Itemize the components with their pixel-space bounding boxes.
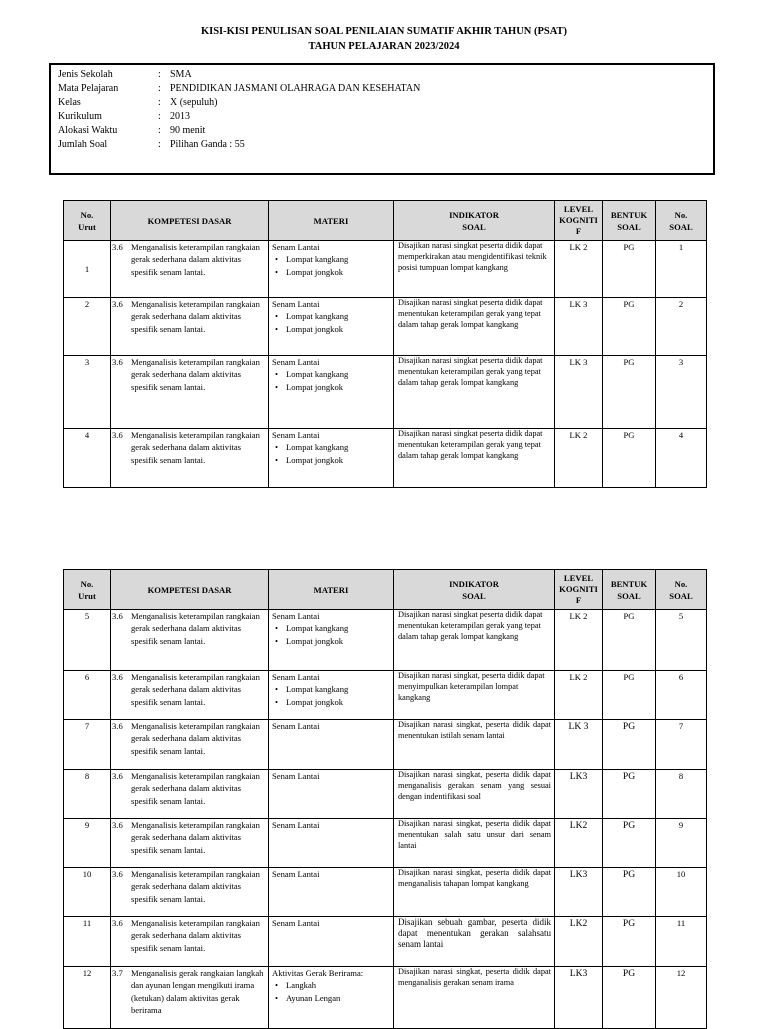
- table-row: [64, 298, 707, 356]
- table-row: [64, 356, 707, 429]
- kd-cell: 3.6 Menganalisis keterampilan rangkaian gerak sederhana dalam aktivitas spesifik senam lantai.: [111, 819, 269, 868]
- kd-cell: 3.6 Menganalisis keterampilan rangkaian gerak sederhana dalam aktivitas spesifik senam lantai.: [111, 868, 269, 917]
- materi-cell: Senam Lantai: [269, 819, 394, 868]
- level-cell: LK3: [555, 770, 603, 819]
- materi-cell: Senam Lantai: [269, 720, 394, 770]
- table-row: [64, 610, 707, 671]
- level-cell: LK 3: [555, 298, 603, 356]
- indikator-cell: Disajikan narasi singkat peserta didik dapat memperkirakan atau mengidentifikasi teknik posisi tumpuan lompat kangkang: [394, 241, 555, 298]
- no-soal-cell: 12: [656, 967, 707, 1029]
- kisi-table-1: [63, 200, 707, 488]
- materi-cell: Senam Lantai • Lompat kangkang • Lompat jongkok: [269, 298, 394, 356]
- bentuk-cell: PG: [603, 429, 656, 488]
- level-cell: LK3: [555, 967, 603, 1029]
- materi-cell: Aktivitas Gerak Berirama: • Langkah • Ayunan Lengan: [269, 967, 394, 1029]
- kd-cell: 3.6 Menganalisis keterampilan rangkaian gerak sederhana dalam aktivitas spesifik senam lantai.: [111, 917, 269, 967]
- header-indikator: INDIKATOR SOAL: [394, 201, 555, 241]
- materi-cell: Senam Lantai: [269, 917, 394, 967]
- indikator-cell: Disajikan narasi singkat peserta didik dapat menentukan keterampilan gerak yang tepat dalam tahap gerak lompat kangkang: [394, 298, 555, 356]
- row-number: 7: [64, 720, 111, 770]
- table-row: [64, 720, 707, 770]
- row-number: 3: [64, 356, 111, 429]
- no-soal-cell: 9: [656, 819, 707, 868]
- kd-cell: 3.6 Menganalisis keterampilan rangkaian gerak sederhana dalam aktivitas spesifik senam lantai.: [111, 671, 269, 720]
- materi-cell: Senam Lantai • Lompat kangkang • Lompat jongkok: [269, 610, 394, 671]
- bentuk-cell: PG: [603, 298, 656, 356]
- indikator-cell: Disajikan narasi singkat, peserta didik dapat menganalisis gerakan senam yang sesuai dengan indentifikasi soal: [394, 770, 555, 819]
- header-materi: MATERI: [269, 570, 394, 610]
- indikator-cell: Disajikan narasi singkat, peserta didik dapat menentukan istilah senam lantai: [394, 720, 555, 770]
- kd-cell: 3.6 Menganalisis keterampilan rangkaian gerak sederhana dalam aktivitas spesifik senam lantai.: [111, 356, 269, 429]
- indikator-cell: Disajikan narasi singkat peserta didik dapat menentukan keterampilan gerak yang tepat dalam tahap gerak lompat kangkang: [394, 610, 555, 671]
- indikator-cell: Disajikan narasi singkat peserta didik dapat menentukan keterampilan gerak yang tepat dalam tahap gerak lompat kangkang: [394, 356, 555, 429]
- bentuk-cell: PG: [603, 356, 656, 429]
- no-soal-cell: 2: [656, 298, 707, 356]
- indikator-cell: Disajikan narasi singkat, peserta didik dapat menyimpulkan keterampilan lompat kangkang: [394, 671, 555, 720]
- kd-cell: 3.6 Menganalisis keterampilan rangkaian gerak sederhana dalam aktivitas spesifik senam lantai.: [111, 720, 269, 770]
- table-row: [64, 241, 707, 298]
- no-soal-cell: 11: [656, 917, 707, 967]
- level-cell: LK3: [555, 868, 603, 917]
- info-row-mata-pelajaran: Mata Pelajaran : PENDIDIKAN JASMANI OLAHRAGA DAN KESEHATAN: [58, 83, 421, 94]
- bentuk-cell: PG: [603, 917, 656, 967]
- materi-cell: Senam Lantai • Lompat kangkang • Lompat jongkok: [269, 241, 394, 298]
- table-header-row: [64, 201, 707, 241]
- level-cell: LK 2: [555, 429, 603, 488]
- bentuk-cell: PG: [603, 720, 656, 770]
- table-row: [64, 429, 707, 488]
- row-number: 11: [64, 917, 111, 967]
- info-row-alokasi-waktu: Alokasi Waktu : 90 menit: [58, 125, 206, 136]
- header-no-soal: No. SOAL: [656, 201, 707, 241]
- table-row: [64, 671, 707, 720]
- header-kompetensi-dasar: KOMPETESI DASAR: [111, 570, 269, 610]
- indikator-cell: Disajikan sebuah gambar, peserta didik dapat menentukan gerakan salahsatu senam lantai: [394, 917, 555, 967]
- header-no-urut: No. Urut: [64, 570, 111, 610]
- row-number: 4: [64, 429, 111, 488]
- no-soal-cell: 4: [656, 429, 707, 488]
- row-number: 12: [64, 967, 111, 1029]
- level-cell: LK 2: [555, 610, 603, 671]
- level-cell: LK 3: [555, 720, 603, 770]
- indikator-cell: Disajikan narasi singkat, peserta didik dapat menentukan salah satu unsur dari senam lantai: [394, 819, 555, 868]
- row-number: 2: [64, 298, 111, 356]
- bentuk-cell: PG: [603, 770, 656, 819]
- no-soal-cell: 3: [656, 356, 707, 429]
- identity-box: [49, 63, 715, 175]
- kd-cell: 3.6 Menganalisis keterampilan rangkaian gerak sederhana dalam aktivitas spesifik senam lantai.: [111, 610, 269, 671]
- level-cell: LK 2: [555, 671, 603, 720]
- row-number: 8: [64, 770, 111, 819]
- no-soal-cell: 6: [656, 671, 707, 720]
- level-cell: LK2: [555, 917, 603, 967]
- row-number: 1: [64, 241, 111, 298]
- indikator-cell: Disajikan narasi singkat peserta didik dapat menentukan keterampilan gerak yang tepat dalam tahap gerak lompat kangkang: [394, 429, 555, 488]
- header-kompetensi-dasar: KOMPETESI DASAR: [111, 201, 269, 241]
- row-number: 9: [64, 819, 111, 868]
- header-no-soal: No. SOAL: [656, 570, 707, 610]
- info-row-jenis-sekolah: Jenis Sekolah : SMA: [58, 69, 192, 80]
- row-number: 10: [64, 868, 111, 917]
- materi-cell: Senam Lantai • Lompat kangkang • Lompat jongkok: [269, 429, 394, 488]
- no-soal-cell: 7: [656, 720, 707, 770]
- kd-cell: 3.6 Menganalisis keterampilan rangkaian gerak sederhana dalam aktivitas spesifik senam lantai.: [111, 298, 269, 356]
- kd-cell: 3.6 Menganalisis keterampilan rangkaian gerak sederhana dalam aktivitas spesifik senam lantai.: [111, 770, 269, 819]
- info-row-kelas: Kelas : X (sepuluh): [58, 97, 218, 108]
- bentuk-cell: PG: [603, 819, 656, 868]
- indikator-cell: Disajikan narasi singkat, peserta didik dapat menganalisis gerakan senam irama: [394, 967, 555, 1029]
- document-title: KISI-KISI PENULISAN SOAL PENILAIAN SUMATIF AKHIR TAHUN (PSAT): [200, 26, 568, 37]
- bentuk-cell: PG: [603, 241, 656, 298]
- table-header-row: [64, 570, 707, 610]
- header-no-urut: No. Urut: [64, 201, 111, 241]
- materi-cell: Senam Lantai • Lompat kangkang • Lompat jongkok: [269, 356, 394, 429]
- header-level-kognitif: LEVEL KOGNITI F: [555, 570, 603, 610]
- materi-cell: Senam Lantai: [269, 868, 394, 917]
- table-row: [64, 917, 707, 967]
- materi-cell: Senam Lantai: [269, 770, 394, 819]
- materi-cell: Senam Lantai • Lompat kangkang • Lompat jongkok: [269, 671, 394, 720]
- bentuk-cell: PG: [603, 671, 656, 720]
- no-soal-cell: 10: [656, 868, 707, 917]
- level-cell: LK 3: [555, 356, 603, 429]
- kisi-table-2: [63, 569, 707, 1029]
- indikator-cell: Disajikan narasi singkat, peserta didik dapat menganalisis tahapan lompat kangkang: [394, 868, 555, 917]
- kd-cell: 3.7 Menganalisis gerak rangkaian langkah dan ayunan lengan mengikuti irama (ketukan) dalam aktivitas gerak berirama: [111, 967, 269, 1029]
- header-bentuk-soal: BENTUK SOAL: [603, 201, 656, 241]
- info-row-jumlah-soal: Jumlah Soal : Pilihan Ganda : 55: [58, 139, 245, 150]
- no-soal-cell: 1: [656, 241, 707, 298]
- table-row: [64, 770, 707, 819]
- kd-cell: 3.6 Menganalisis keterampilan rangkaian gerak sederhana dalam aktivitas spesifik senam lantai.: [111, 241, 269, 298]
- header-indikator: INDIKATOR SOAL: [394, 570, 555, 610]
- bentuk-cell: PG: [603, 610, 656, 671]
- row-number: 6: [64, 671, 111, 720]
- header-bentuk-soal: BENTUK SOAL: [603, 570, 656, 610]
- header-level-kognitif: LEVEL KOGNITI F: [555, 201, 603, 241]
- bentuk-cell: PG: [603, 868, 656, 917]
- level-cell: LK2: [555, 819, 603, 868]
- table-row: [64, 868, 707, 917]
- info-row-kurikulum: Kurikulum : 2013: [58, 111, 190, 122]
- document-subtitle: TAHUN PELAJARAN 2023/2024: [308, 41, 460, 52]
- table-row: [64, 819, 707, 868]
- row-number: 5: [64, 610, 111, 671]
- no-soal-cell: 8: [656, 770, 707, 819]
- bentuk-cell: PG: [603, 967, 656, 1029]
- level-cell: LK 2: [555, 241, 603, 298]
- header-materi: MATERI: [269, 201, 394, 241]
- kd-cell: 3.6 Menganalisis keterampilan rangkaian gerak sederhana dalam aktivitas spesifik senam lantai.: [111, 429, 269, 488]
- table-row: [64, 967, 707, 1029]
- no-soal-cell: 5: [656, 610, 707, 671]
